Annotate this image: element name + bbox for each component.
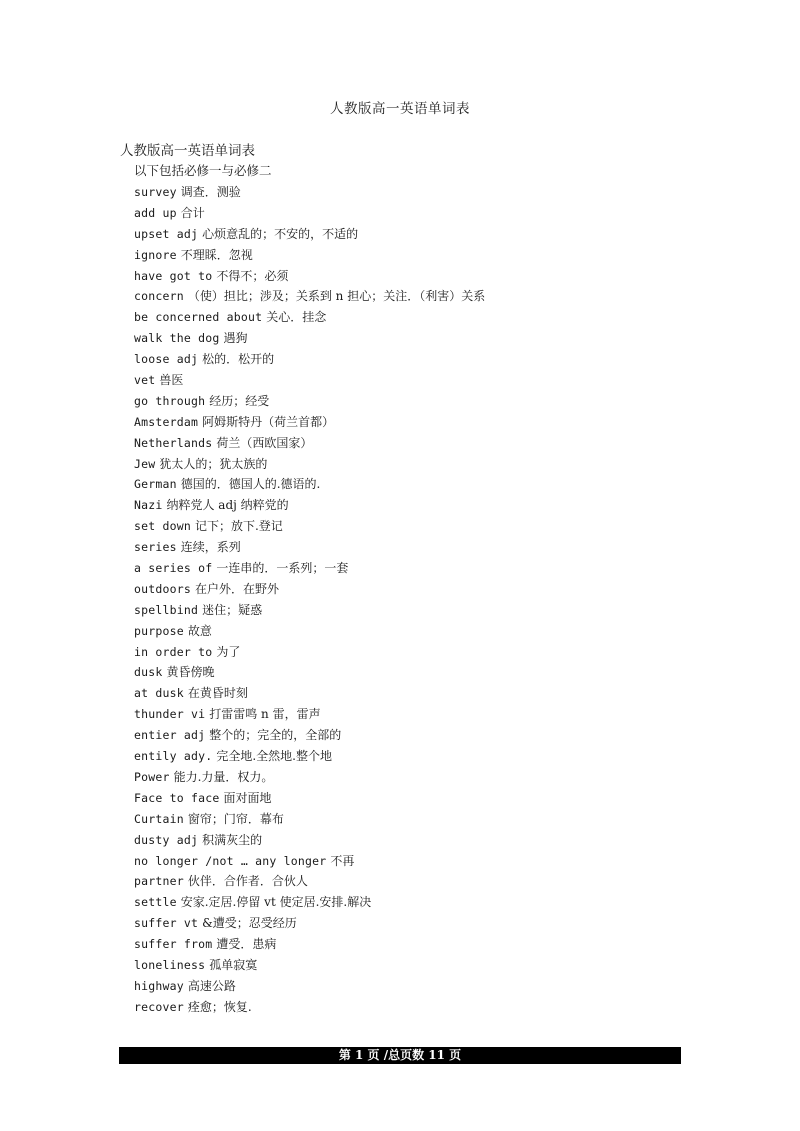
vocab-item	[134, 913, 485, 934]
vocab-definition: 高速公路	[187, 978, 236, 993]
vocab-term: walk the dog	[134, 331, 220, 346]
vocab-definition: 不得不；必须	[216, 268, 289, 283]
vocab-term: no longer /not … any longer	[134, 853, 327, 868]
vocab-definition: 在黄昏时刻	[187, 686, 248, 701]
vocab-item	[134, 767, 485, 788]
vocab-definition: 面对面地	[223, 790, 272, 805]
vocab-definition: 连续，系列	[180, 540, 241, 555]
vocab-item	[134, 224, 485, 245]
vocab-term: be concerned about	[134, 310, 263, 325]
vocab-term: entier adj	[134, 728, 206, 743]
vocab-term: loneliness	[134, 957, 206, 972]
vocab-definition: 在户外．在野外	[194, 581, 279, 596]
vocab-item	[134, 412, 485, 433]
vocab-definition: 犹太人的；犹太族的	[159, 456, 268, 471]
vocab-term: at dusk	[134, 686, 184, 701]
vocab-definition: 兽医	[159, 373, 184, 388]
page-footer-bar: 第 1 页 /总页数 11 页	[119, 1047, 681, 1064]
vocab-item	[134, 328, 485, 349]
vocab-term: upset adj	[134, 226, 199, 241]
vocab-term: settle	[134, 895, 177, 910]
vocab-definition: 迷住；疑惑	[202, 602, 263, 617]
vocab-definition: 黄昏傍晚	[166, 665, 215, 680]
vocab-item	[134, 600, 485, 621]
vocab-item	[134, 871, 485, 892]
vocab-term: spellbind	[134, 602, 199, 617]
vocab-item	[134, 621, 485, 642]
vocab-item	[134, 830, 485, 851]
vocab-list	[134, 182, 485, 1018]
vocab-definition: 孤单寂寞	[209, 957, 258, 972]
vocab-definition: （使）担比；涉及；关系到 n 担心；关注．（利害）关系	[187, 289, 486, 304]
vocab-item	[134, 683, 485, 704]
vocab-term: Power	[134, 769, 170, 784]
vocab-item	[134, 245, 485, 266]
vocab-item	[134, 892, 485, 913]
vocab-term: Amsterdam	[134, 414, 199, 429]
vocab-term: concern	[134, 289, 184, 304]
vocab-term: recover	[134, 999, 184, 1014]
vocab-item	[134, 579, 485, 600]
vocab-definition: 遇狗	[223, 331, 248, 346]
vocab-term: go through	[134, 393, 206, 408]
vocab-term: ignore	[134, 247, 177, 262]
vocab-definition: 痊愈；恢复.	[187, 999, 252, 1014]
vocab-definition: 打雷雷鸣 n 雷，雷声	[209, 707, 321, 722]
vocab-item	[134, 851, 485, 872]
vocab-definition: 积满灰尘的	[202, 832, 263, 847]
vocab-item	[134, 976, 485, 997]
vocab-term: highway	[134, 978, 184, 993]
vocab-item	[134, 558, 485, 579]
vocab-item	[134, 349, 485, 370]
vocab-item	[134, 495, 485, 516]
document-intro: 以下包括必修一与必修二	[134, 163, 272, 178]
vocab-term: add up	[134, 205, 177, 220]
vocab-definition: 不理睬．忽视	[180, 247, 253, 262]
vocab-definition: 窗帘；门帘．幕布	[187, 811, 284, 826]
vocab-term: dusk	[134, 665, 163, 680]
vocab-definition: 记下；放下.登记	[194, 519, 283, 534]
vocab-definition: 为了	[216, 644, 241, 659]
vocab-term: entily ady.	[134, 749, 213, 764]
vocab-item	[134, 725, 485, 746]
vocab-item	[134, 433, 485, 454]
vocab-term: Jew	[134, 456, 156, 471]
vocab-definition: 经历；经受	[209, 393, 270, 408]
vocab-item	[134, 642, 485, 663]
vocab-definition: 能力.力量．权力。	[173, 769, 274, 784]
vocab-item	[134, 370, 485, 391]
vocab-item	[134, 704, 485, 725]
vocab-item	[134, 266, 485, 287]
vocab-definition: 遭受．患病	[216, 937, 277, 952]
vocab-term: Nazi	[134, 498, 163, 513]
vocab-definition: 关心．挂念	[266, 310, 327, 325]
vocab-term: purpose	[134, 623, 184, 638]
vocab-item	[134, 454, 485, 475]
page-header-title: 人教版高一英语单词表	[330, 101, 470, 117]
vocab-term: thunder vi	[134, 707, 206, 722]
vocab-term: dusty adj	[134, 832, 199, 847]
vocab-term: Netherlands	[134, 435, 213, 450]
vocab-definition: 德国的．德国人的.德语的.	[180, 477, 321, 492]
vocab-item	[134, 997, 485, 1018]
vocab-definition: 伙伴．合作者．合伙人	[187, 874, 308, 889]
vocab-definition: 阿姆斯特丹（荷兰首都）	[202, 414, 335, 429]
vocab-definition: 不再	[330, 853, 355, 868]
vocab-item	[134, 391, 485, 412]
vocab-item	[134, 182, 485, 203]
vocab-item	[134, 934, 485, 955]
vocab-definition: 调查．测验	[180, 185, 241, 199]
vocab-item	[134, 203, 485, 224]
vocab-item	[134, 516, 485, 537]
vocab-definition: 故意	[187, 623, 212, 638]
vocab-item	[134, 809, 485, 830]
vocab-term: loose adj	[134, 352, 199, 367]
vocab-term: have got to	[134, 268, 213, 283]
vocab-term: set down	[134, 519, 191, 534]
vocab-term: Curtain	[134, 811, 184, 826]
vocab-definition: &遭受；忍受经历	[202, 916, 297, 931]
vocab-item	[134, 307, 485, 328]
vocab-definition: 松的．松开的	[202, 352, 275, 367]
vocab-term: partner	[134, 874, 184, 889]
document-title: 人教版高一英语单词表	[120, 143, 255, 159]
vocab-definition: 合计	[180, 205, 205, 220]
vocab-definition: 荷兰（西欧国家）	[216, 435, 313, 450]
vocab-item	[134, 662, 485, 683]
vocab-term: series	[134, 540, 177, 555]
vocab-term: suffer vt	[134, 916, 199, 931]
vocab-term: vet	[134, 373, 156, 388]
vocab-term: in order to	[134, 644, 213, 659]
vocab-definition: 心烦意乱的；不安的，不适的	[202, 226, 359, 241]
vocab-term: suffer from	[134, 937, 213, 952]
vocab-item	[134, 286, 485, 307]
vocab-definition: 完全地.全然地.整个地	[216, 749, 332, 764]
vocab-item	[134, 788, 485, 809]
vocab-definition: 安家.定居.停留 vt 使定居.安排.解决	[180, 895, 372, 910]
vocab-definition: 纳粹党人 adj 纳粹党的	[166, 498, 289, 513]
vocab-item	[134, 474, 485, 495]
vocab-definition: 一连串的．一系列；一套	[216, 561, 349, 576]
vocab-item	[134, 746, 485, 767]
vocab-term: outdoors	[134, 581, 191, 596]
vocab-item	[134, 955, 485, 976]
vocab-term: survey	[134, 185, 177, 199]
vocab-definition: 整个的；完全的，全部的	[209, 728, 342, 743]
vocab-item	[134, 537, 485, 558]
vocab-term: German	[134, 477, 177, 492]
vocab-term: Face to face	[134, 790, 220, 805]
vocab-term: a series of	[134, 561, 213, 576]
